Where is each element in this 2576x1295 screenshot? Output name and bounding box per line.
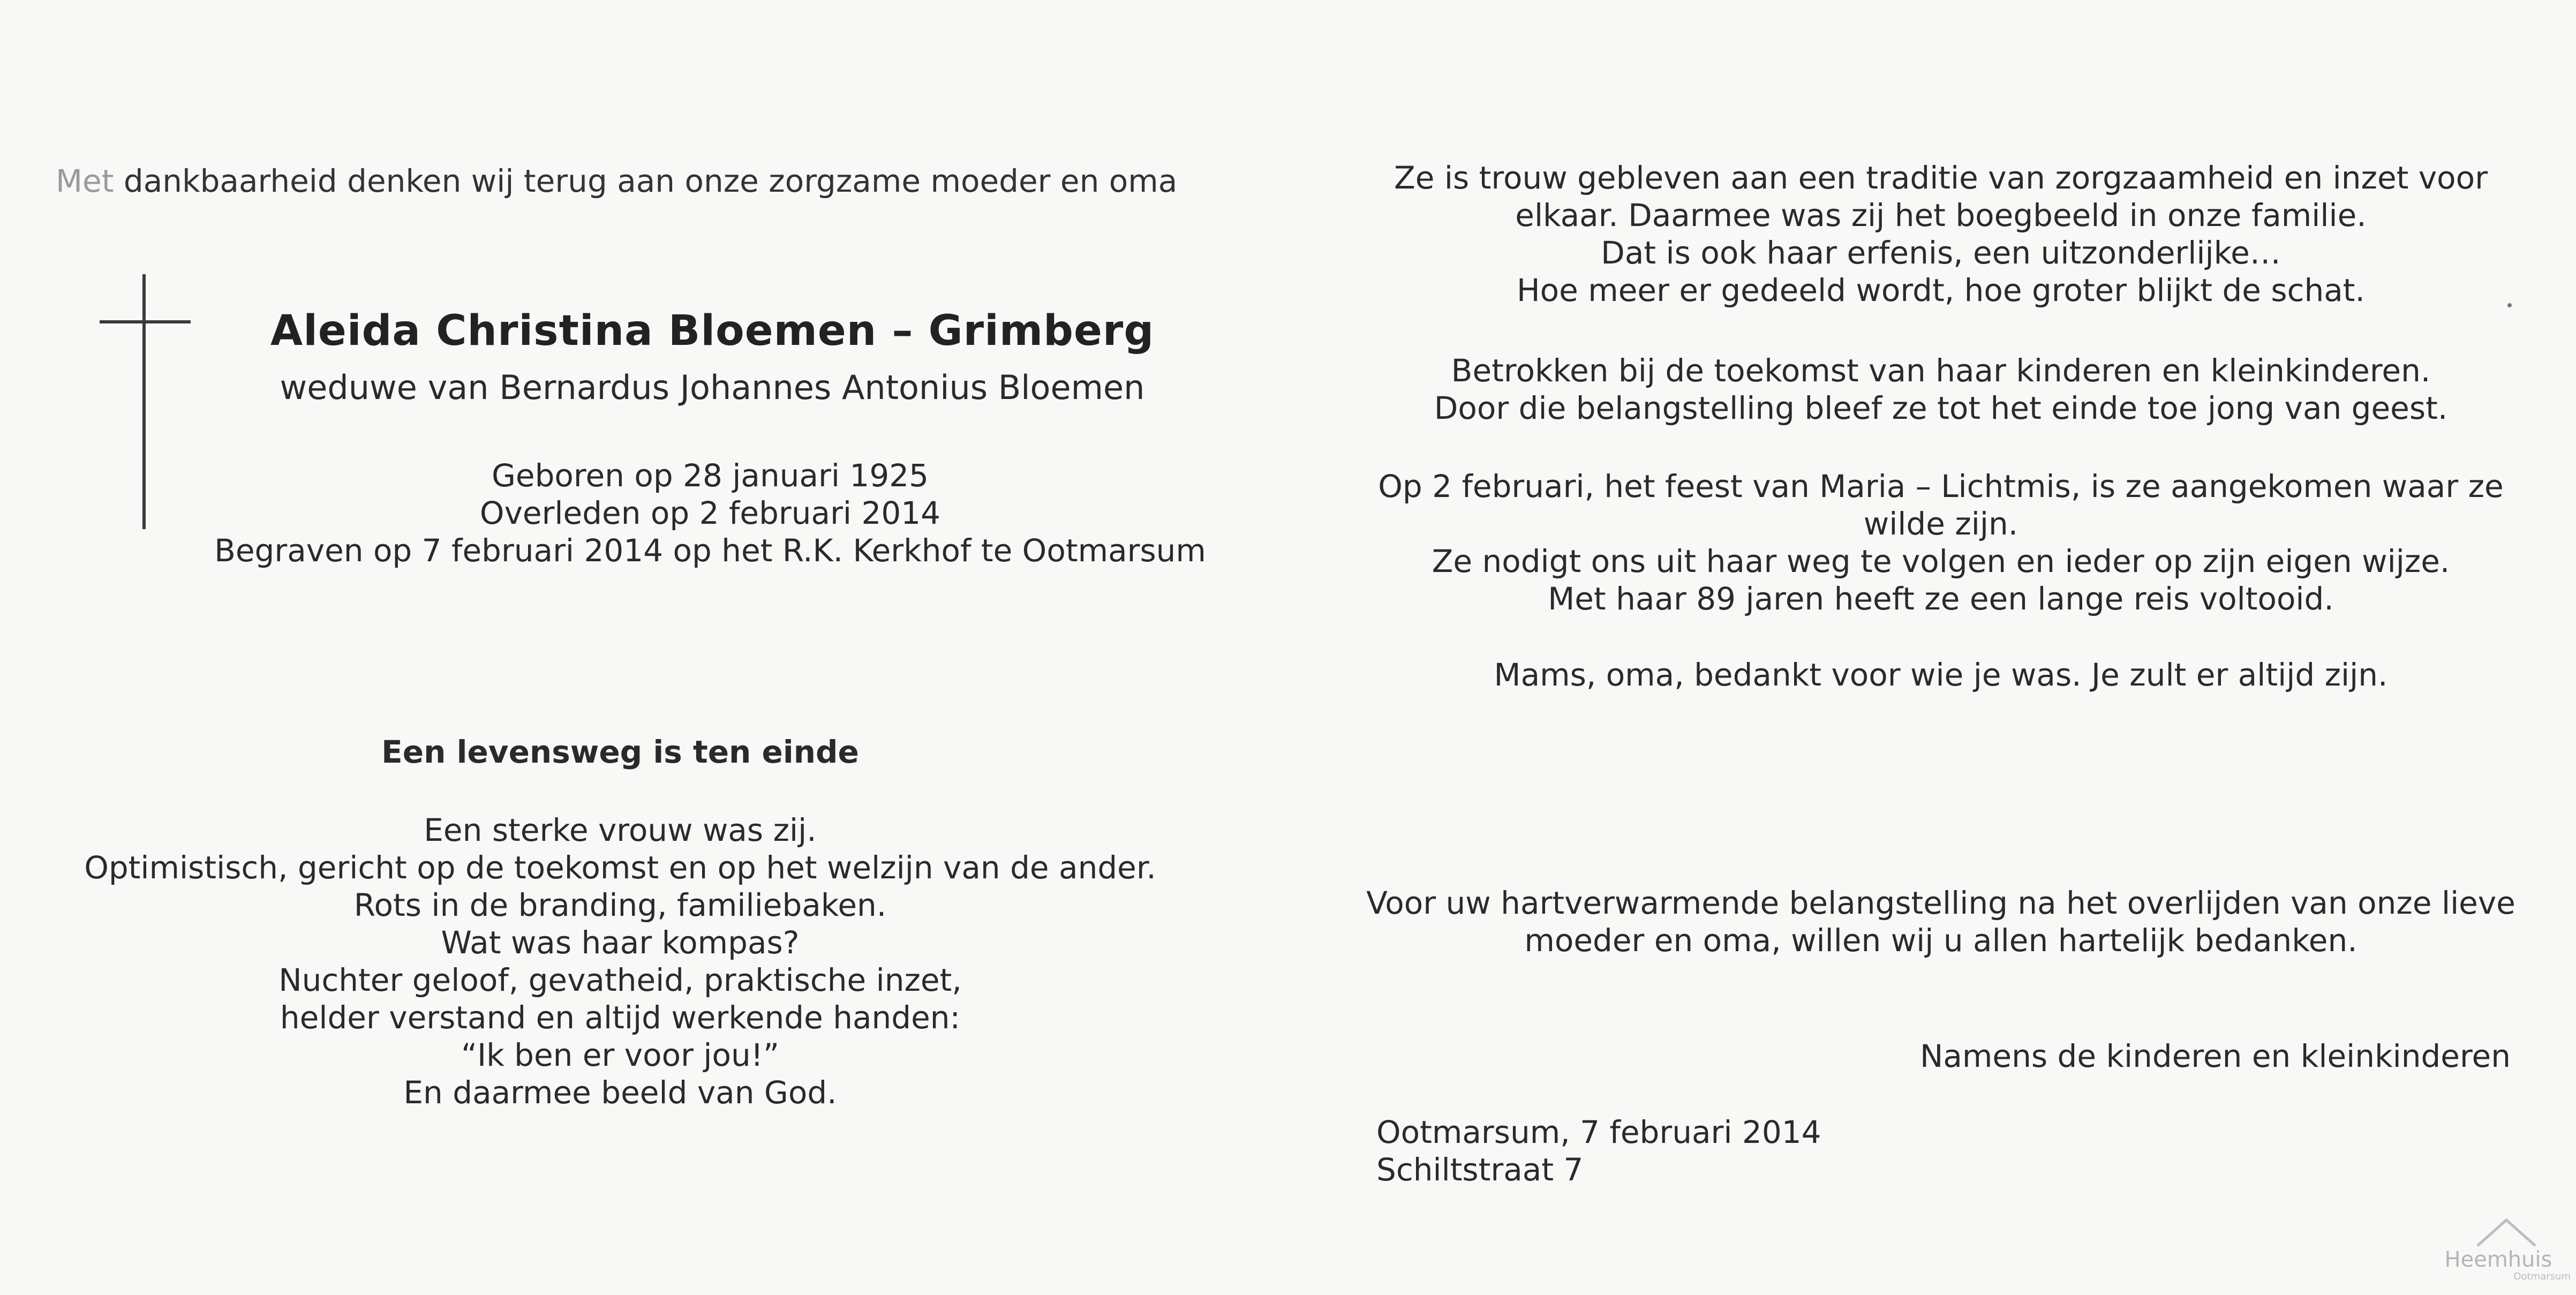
heemhuis-logo (2426, 1216, 2571, 1280)
scan-speck (2507, 303, 2512, 307)
burial-info: Begraven op 7 februari 2014 op het R.K. Kerkhof te Ootmarsum (214, 532, 1206, 569)
paragraph1-line: Hoe meer er gedeeld wordt, hoe groter blijkt de schat. (1517, 272, 2365, 308)
paragraph3-line: wilde zijn. (1863, 506, 2018, 542)
paragraph2-line: Door die belangstelling bleef ze tot het einde toe jong van geest. (1434, 390, 2448, 426)
logo-sub: Ootmarsum (2513, 1271, 2571, 1282)
poem-line: En daarmee beeld van God. (403, 1074, 837, 1111)
poem-line: Een sterke vrouw was zij. (424, 812, 817, 848)
widow-of-line: weduwe van Bernardus Johannes Antonius Bloemen (280, 368, 1145, 407)
signature: Namens de kinderen en kleinkinderen (1920, 1038, 2511, 1074)
poem-line: Nuchter geloof, gevatheid, praktische inzet, (278, 962, 962, 998)
deceased-name: Aleida Christina Bloemen – Grimberg (270, 307, 1155, 355)
paragraph3-line: Ze nodigt ons uit haar weg te volgen en ieder op zijn eigen wijze. (1432, 543, 2450, 579)
cross-icon-bar (100, 320, 191, 323)
poem-line: helder verstand en altijd werkende handen: (280, 999, 961, 1036)
thanks-line: moeder en oma, willen wij u allen hartelijk bedanken. (1524, 922, 2357, 959)
address: Schiltstraat 7 (1376, 1151, 1584, 1188)
intro-faded-word: Met (56, 163, 114, 199)
intro-line (56, 162, 1177, 200)
paragraph4-line: Mams, oma, bedankt voor wie je was. Je zult er altijd zijn. (1494, 657, 2388, 693)
paragraph1-line: elkaar. Daarmee was zij het boegbeeld in onze familie. (1515, 197, 2367, 234)
intro-text: dankbaarheid denken wij terug aan onze zorgzame moeder en oma (114, 163, 1178, 199)
poem-line: Rots in de branding, familiebaken. (353, 887, 887, 923)
paragraph3-line: Op 2 februari, het feest van Maria – Lichtmis, is ze aangekomen waar ze (1378, 468, 2504, 505)
death-date: Overleden op 2 februari 2014 (479, 495, 941, 531)
cross-icon (142, 274, 146, 529)
house-icon (2474, 1216, 2539, 1248)
poem-line: Wat was haar kompas? (441, 924, 800, 961)
poem-title: Een levensweg is ten einde (381, 734, 859, 770)
poem-line: Optimistisch, gericht op de toekomst en op het welzijn van de ander. (84, 849, 1156, 886)
logo-name: Heemhuis (2444, 1247, 2552, 1272)
thanks-line: Voor uw hartverwarmende belangstelling na het overlijden van onze lieve (1366, 885, 2515, 921)
poem-line: “Ik ben er voor jou!” (461, 1037, 780, 1073)
paragraph1-line: Ze is trouw gebleven aan een traditie van zorgzaamheid en inzet voor (1394, 160, 2488, 196)
place-date: Ootmarsum, 7 februari 2014 (1376, 1114, 1821, 1150)
paragraph2-line: Betrokken bij de toekomst van haar kinderen en kleinkinderen. (1451, 352, 2431, 389)
paragraph3-line: Met haar 89 jaren heeft ze een lange reis voltooid. (1548, 581, 2334, 617)
paragraph1-line: Dat is ook haar erfenis, een uitzonderlijke… (1601, 235, 2281, 271)
born-date: Geboren op 28 januari 1925 (491, 457, 929, 494)
